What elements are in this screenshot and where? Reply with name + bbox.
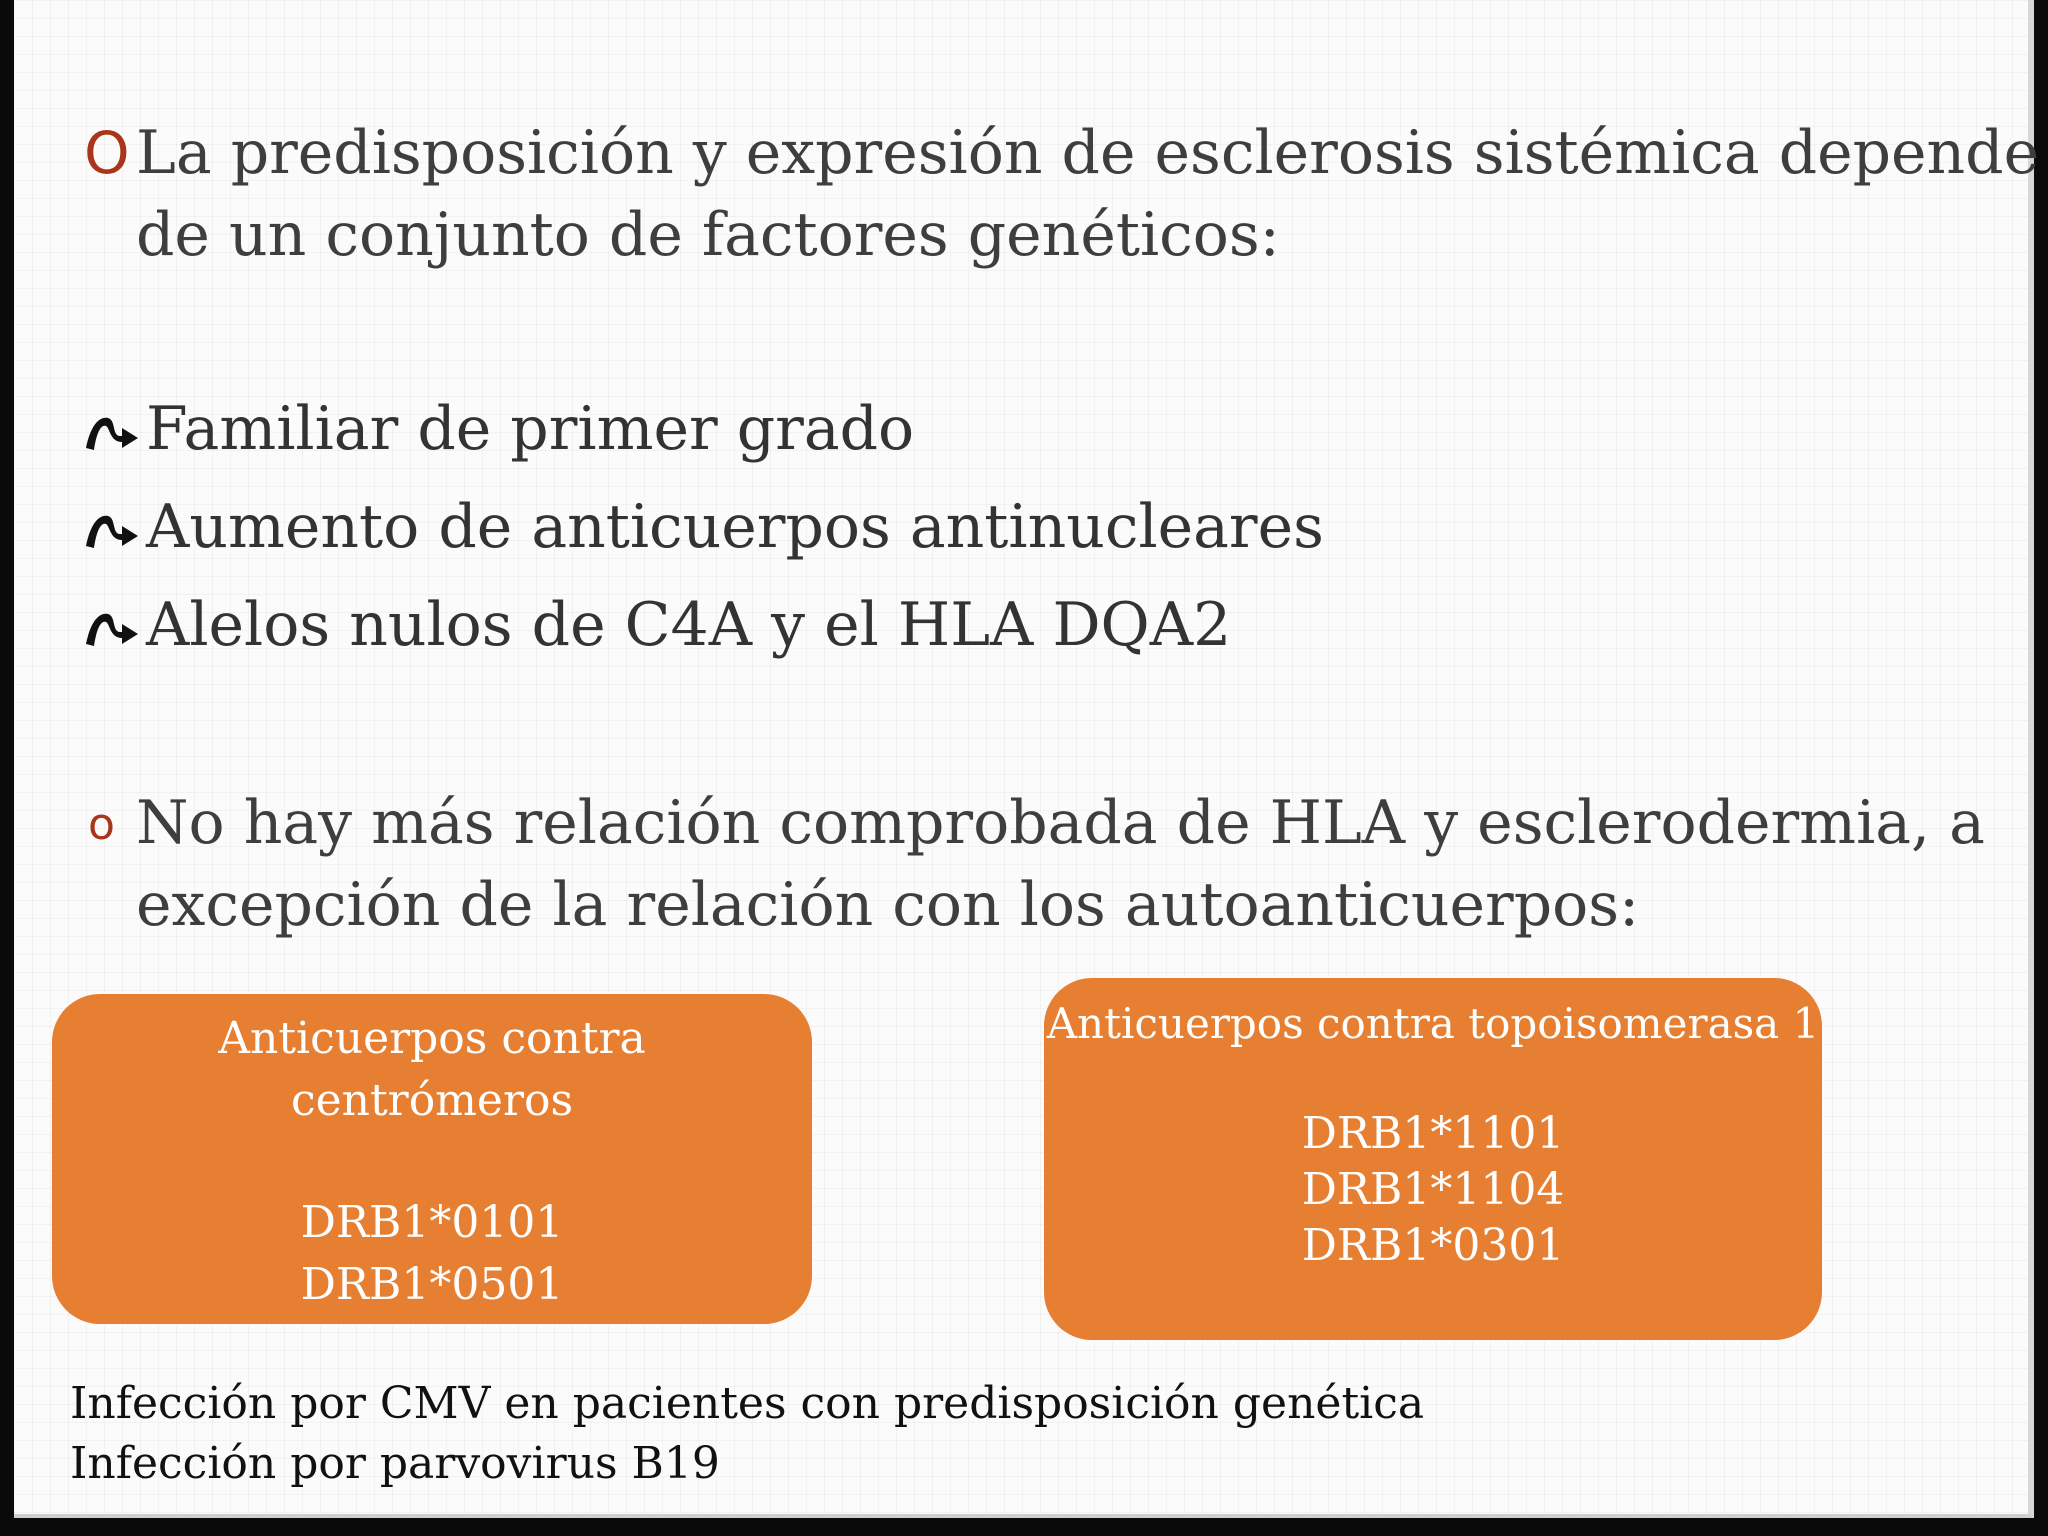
- box-title-line: centrómeros: [290, 1075, 574, 1126]
- slide: [14, 0, 2040, 1518]
- box-title-line: Anticuerpos contra: [218, 1013, 646, 1064]
- hla-note-line-1: No hay más relación comprobada de HLA y esclerodermia, a: [136, 788, 1985, 858]
- allele-label: DRB1*1101: [1301, 1108, 1565, 1159]
- curved-arrow-icon: [82, 406, 142, 454]
- allele-label: DRB1*0301: [1301, 1220, 1565, 1271]
- allele-label: DRB1*1104: [1301, 1164, 1565, 1215]
- factor-item: Alelos nulos de C4A y el HLA DQA2: [146, 590, 1232, 660]
- factor-item: Aumento de anticuerpos antinucleares: [146, 492, 1324, 562]
- allele-label: DRB1*0101: [300, 1197, 564, 1248]
- curved-arrow-icon: [82, 504, 142, 552]
- footer-line-1: Infección por CMV en pacientes con predisposición genética: [70, 1378, 1425, 1429]
- centromere-antibodies-box: [52, 994, 812, 1324]
- hla-note-line-2: excepción de la relación con los autoanticuerpos:: [136, 870, 1640, 940]
- box-title-line: Anticuerpos contra topoisomerasa 1: [1046, 999, 1820, 1048]
- intro-line-2: de un conjunto de factores genéticos:: [136, 200, 1280, 270]
- allele-label: DRB1*0501: [300, 1259, 564, 1310]
- topoisomerase-antibodies-box: [1044, 978, 1822, 1340]
- curved-arrow-icon: [82, 602, 142, 650]
- factor-item: Familiar de primer grado: [146, 394, 915, 464]
- bullet-marker-o: O: [84, 119, 130, 187]
- footer-line-2: Infección por parvovirus B19: [70, 1438, 720, 1489]
- intro-line-1: La predisposición y expresión de esclerosis sistémica depende: [136, 118, 2040, 188]
- bullet-marker-o: o: [88, 799, 115, 850]
